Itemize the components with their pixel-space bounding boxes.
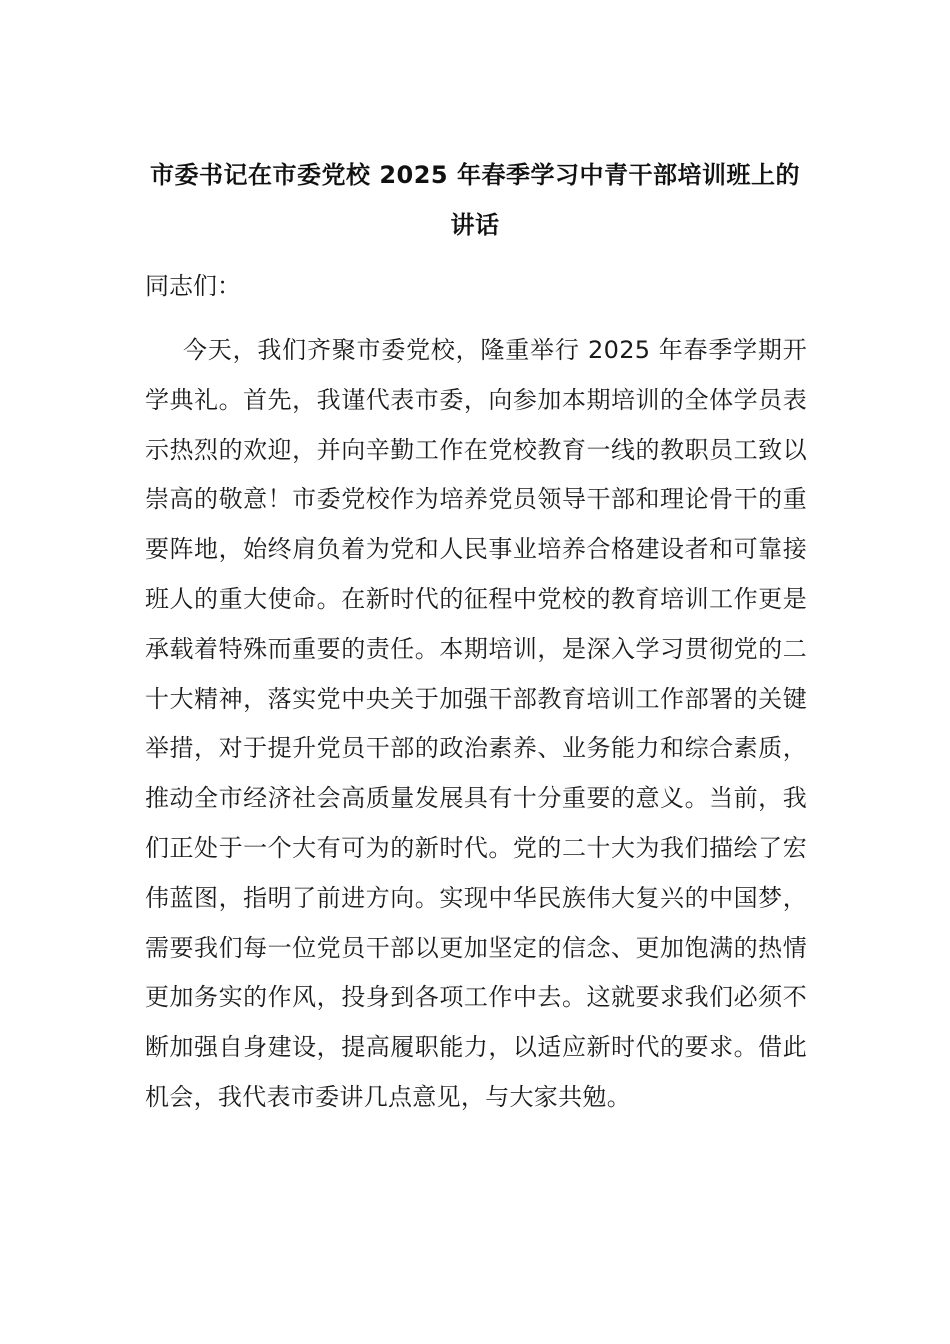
document-title: 市委书记在市委党校 2025 年春季学习中青干部培训班上的讲话	[149, 161, 800, 239]
greeting: 同志们：	[145, 272, 241, 300]
body-paragraph: 今天，我们齐聚市委党校，隆重举行 2025 年春季学期开学典礼。首先，我谨代表市委，向参加本期培训的全体学员表示热烈的欢迎，并向辛勤工作在党校教育一线的教职员工致以崇高的敬意！市委党校作为培养党员领导干部和理论骨干的重要阵地，始终肩负着为党和人民事业培养合格建设者和可靠接班人的重大使命。在新时代的征程中党校的教育培训工作更是承载着特殊而重要的责任。本期培训，是深入学习贯彻党的二十大精神，落实党中央关于加强干部教育培训工作部署的关键举措，对于提升党员干部的政治素养、业务能力和综合素质，推动全市经济社会高质量发展具有十分重要的意义。当前，我们正处于一个大有可为的新时代。党的二十大为我们描绘了宏伟蓝图，指明了前进方向。实现中华民族伟大复兴的中国梦，需要我们每一位党员干部以更加坚定的信念、更加饱满的热情更加务实的作风，投身到各项工作中去。这就要求我们必须不断加强自身建设，提高履职能力，以适应新时代的要求。借此机会，我代表市委讲几点意见，与大家共勉。	[145, 336, 807, 1111]
